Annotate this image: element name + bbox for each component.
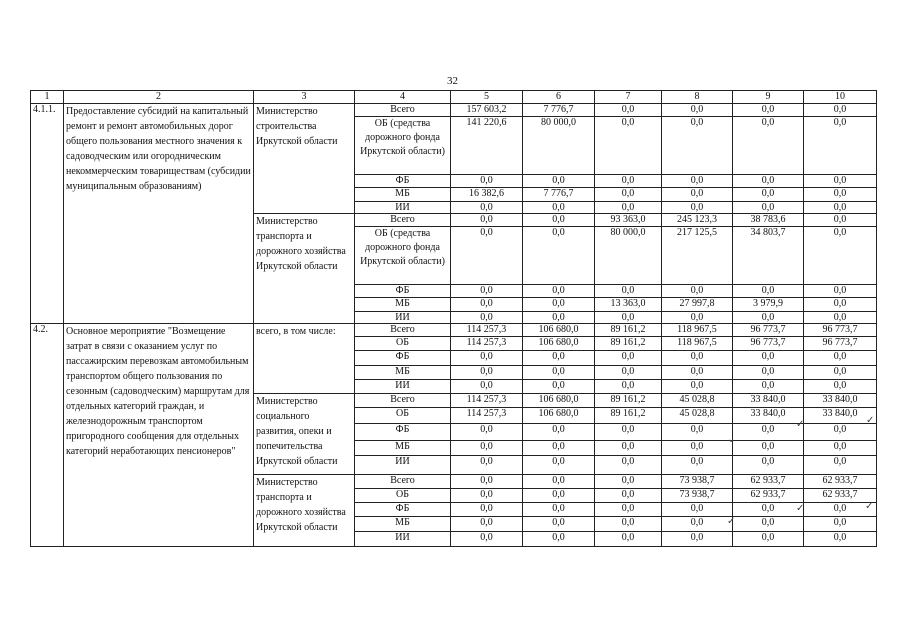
value-cell: 33 840,0 <box>733 394 804 408</box>
check-mark-icon: ✓ <box>727 516 736 527</box>
value-cell: 3 979,9 <box>733 297 804 311</box>
value-cell: 114 257,3 <box>451 394 523 408</box>
value-cell: 0,0 <box>451 311 523 324</box>
value-cell: 0,0 <box>662 366 733 380</box>
value-cell: 0,0 <box>523 441 595 456</box>
header-row <box>31 91 877 104</box>
value-cell: 0,0 <box>523 517 595 532</box>
value-cell: 27 997,8 <box>662 297 733 311</box>
check-mark-icon: ✓ <box>865 501 874 512</box>
value-cell: 0,0 <box>451 227 523 285</box>
column-header: 6 <box>523 91 595 104</box>
value-cell: 89 161,2 <box>595 394 662 408</box>
value-cell: 0,0 <box>733 201 804 214</box>
value-cell: 114 257,3 <box>451 337 523 351</box>
value-cell: 0,0 <box>451 297 523 311</box>
column-header: 1 <box>31 91 64 104</box>
value-cell: 7 776,7 <box>523 187 595 201</box>
value-cell: 0,0 <box>733 441 804 456</box>
table-row <box>31 103 877 116</box>
value-cell: 96 773,7 <box>804 324 877 337</box>
value-cell: 0,0 <box>523 214 595 227</box>
value-cell: 0,0 <box>595 187 662 201</box>
budget-table <box>30 90 877 547</box>
activity-name: Основное мероприятие "Возмещение затрат в связи с оказанием услуг по пассажирским перевозкам автомобильным транспортом общего пользования по сезонным (садоводческим) маршрутам для отдельных категорий граждан, и железнодорожным транспортом пригородного сообщения для отдельных категорий неработающих пенсионеров" <box>64 324 254 547</box>
column-header: 10 <box>804 91 877 104</box>
value-cell: 0,0 <box>804 227 877 285</box>
value-cell: 80 000,0 <box>523 116 595 174</box>
value-cell: 0,0 <box>804 174 877 187</box>
value-cell: 33 840,0 <box>804 394 877 408</box>
funding-source: ИИ <box>355 201 451 214</box>
value-cell: 0,0 <box>662 116 733 174</box>
value-cell: 0,0 <box>451 201 523 214</box>
funding-source: МБ <box>355 297 451 311</box>
funding-source: ИИ <box>355 532 451 547</box>
value-cell: 0,0 <box>804 503 877 517</box>
value-cell: 106 680,0 <box>523 324 595 337</box>
value-cell: 0,0 <box>595 285 662 298</box>
value-cell: 0,0 <box>595 116 662 174</box>
value-cell: 0,0 <box>804 424 877 441</box>
funding-source: ИИ <box>355 311 451 324</box>
value-cell: 0,0 <box>523 456 595 475</box>
value-cell: 0,0 <box>595 532 662 547</box>
funding-source: МБ <box>355 366 451 380</box>
value-cell: 0,0 <box>523 285 595 298</box>
value-cell: 0,0 <box>733 311 804 324</box>
value-cell: 0,0 <box>451 489 523 503</box>
funding-source: Всего <box>355 103 451 116</box>
value-cell: 0,0 <box>595 517 662 532</box>
activity-name: Предоставление субсидий на капитальный ремонт и ремонт автомобильных дорог общего пользования местного значения к садоводческим или огородническим некоммерческим товариществам (субсидии муниципальным образованиям) <box>64 103 254 324</box>
value-cell: 0,0 <box>451 475 523 489</box>
value-cell: 0,0 <box>804 441 877 456</box>
value-cell: 0,0 <box>451 517 523 532</box>
table-row <box>31 324 877 337</box>
funding-source: Всего <box>355 324 451 337</box>
value-cell: 0,0 <box>523 201 595 214</box>
value-cell: 0,0 <box>595 174 662 187</box>
value-cell: 217 125,5 <box>662 227 733 285</box>
value-cell: 0,0 <box>595 456 662 475</box>
column-header: 9 <box>733 91 804 104</box>
funding-source: ОБ (средства дорожного фонда Иркутской области) <box>355 227 451 285</box>
funding-source: ОБ <box>355 489 451 503</box>
value-cell: 0,0 <box>523 227 595 285</box>
value-cell: 73 938,7 <box>662 489 733 503</box>
funding-source: ФБ <box>355 351 451 366</box>
value-cell: 0,0 <box>595 201 662 214</box>
value-cell: 0,0 <box>523 503 595 517</box>
value-cell: 0,0 <box>595 475 662 489</box>
executor-cell: Министерство социального развития, опеки и попечительства Иркутской области <box>254 394 355 475</box>
value-cell: 0,0 <box>662 103 733 116</box>
value-cell: 0,0 <box>804 103 877 116</box>
value-cell: 106 680,0 <box>523 408 595 424</box>
value-cell: 0,0 <box>804 116 877 174</box>
funding-source: МБ <box>355 187 451 201</box>
value-cell: 0,0 <box>595 503 662 517</box>
value-cell: 0,0 <box>595 424 662 441</box>
funding-source: ФБ <box>355 503 451 517</box>
value-cell: 118 967,5 <box>662 324 733 337</box>
value-cell: 0,0 <box>662 174 733 187</box>
value-cell: 0,0 <box>451 532 523 547</box>
value-cell: 38 783,6 <box>733 214 804 227</box>
value-cell: 45 028,8 <box>662 408 733 424</box>
value-cell: 0,0 <box>451 174 523 187</box>
value-cell: 96 773,7 <box>804 337 877 351</box>
value-cell: 62 933,7 <box>804 475 877 489</box>
check-mark-icon: ✓ <box>866 415 875 426</box>
value-cell: 114 257,3 <box>451 408 523 424</box>
value-cell: 0,0 <box>451 456 523 475</box>
value-cell: 0,0 <box>523 366 595 380</box>
value-cell: 0,0 <box>662 532 733 547</box>
value-cell: 0,0 <box>451 441 523 456</box>
value-cell: 0,0 <box>733 116 804 174</box>
value-cell: 0,0 <box>451 366 523 380</box>
column-header: 3 <box>254 91 355 104</box>
value-cell: 118 967,5 <box>662 337 733 351</box>
value-cell: 0,0 <box>523 424 595 441</box>
value-cell: 62 933,7 <box>804 489 877 503</box>
value-cell: 0,0 <box>595 380 662 394</box>
funding-source: ИИ <box>355 380 451 394</box>
value-cell: 0,0 <box>595 311 662 324</box>
value-cell: 141 220,6 <box>451 116 523 174</box>
value-cell: 0,0 <box>523 174 595 187</box>
value-cell: 0,0 <box>595 103 662 116</box>
value-cell: 0,0 <box>733 532 804 547</box>
value-cell: 0,0 <box>804 311 877 324</box>
value-cell: 0,0 <box>662 441 733 456</box>
value-cell: 89 161,2 <box>595 324 662 337</box>
value-cell: 93 363,0 <box>595 214 662 227</box>
funding-source: МБ <box>355 517 451 532</box>
value-cell: 0,0 <box>662 503 733 517</box>
column-header: 2 <box>64 91 254 104</box>
value-cell: 62 933,7 <box>733 489 804 503</box>
funding-source: Всего <box>355 475 451 489</box>
funding-source: ФБ <box>355 174 451 187</box>
value-cell: 0,0 <box>733 424 804 441</box>
column-header: 7 <box>595 91 662 104</box>
funding-source: ИИ <box>355 456 451 475</box>
funding-source: Всего <box>355 394 451 408</box>
value-cell: 0,0 <box>662 517 733 532</box>
value-cell: 96 773,7 <box>733 324 804 337</box>
value-cell: 0,0 <box>804 380 877 394</box>
value-cell: 0,0 <box>523 297 595 311</box>
funding-source: ОБ <box>355 337 451 351</box>
value-cell: 0,0 <box>804 517 877 532</box>
value-cell: 45 028,8 <box>662 394 733 408</box>
value-cell: 0,0 <box>662 424 733 441</box>
value-cell: 245 123,3 <box>662 214 733 227</box>
value-cell: 106 680,0 <box>523 394 595 408</box>
value-cell: 33 840,0 <box>733 408 804 424</box>
value-cell: 13 363,0 <box>595 297 662 311</box>
value-cell: 0,0 <box>733 285 804 298</box>
value-cell: 0,0 <box>523 475 595 489</box>
value-cell: 0,0 <box>662 311 733 324</box>
check-mark-icon: ⌄ <box>727 434 736 445</box>
column-header: 4 <box>355 91 451 104</box>
value-cell: 89 161,2 <box>595 408 662 424</box>
value-cell: 0,0 <box>662 456 733 475</box>
value-cell: 0,0 <box>804 532 877 547</box>
value-cell: 0,0 <box>595 441 662 456</box>
value-cell: 157 603,2 <box>451 103 523 116</box>
executor-cell: всего, в том числе: <box>254 324 355 394</box>
value-cell: 0,0 <box>733 503 804 517</box>
page-number: 32 <box>447 75 458 87</box>
value-cell: 0,0 <box>733 456 804 475</box>
value-cell: 0,0 <box>451 503 523 517</box>
value-cell: 0,0 <box>733 366 804 380</box>
check-mark-icon: ✓ <box>796 503 805 514</box>
value-cell: 96 773,7 <box>733 337 804 351</box>
value-cell: 0,0 <box>804 201 877 214</box>
value-cell: 16 382,6 <box>451 187 523 201</box>
funding-source: МБ <box>355 441 451 456</box>
value-cell: 0,0 <box>451 285 523 298</box>
value-cell: 0,0 <box>733 517 804 532</box>
value-cell: 0,0 <box>595 366 662 380</box>
value-cell: 89 161,2 <box>595 337 662 351</box>
value-cell: 0,0 <box>733 103 804 116</box>
value-cell: 0,0 <box>733 380 804 394</box>
check-mark-icon: ✓ <box>796 419 805 430</box>
value-cell: 0,0 <box>662 380 733 394</box>
value-cell: 0,0 <box>804 366 877 380</box>
row-code: 4.1.1. <box>31 103 64 324</box>
value-cell: 0,0 <box>451 380 523 394</box>
value-cell: 0,0 <box>451 424 523 441</box>
value-cell: 0,0 <box>662 187 733 201</box>
value-cell: 0,0 <box>733 187 804 201</box>
row-code: 4.2. <box>31 324 64 547</box>
value-cell: 7 776,7 <box>523 103 595 116</box>
column-header: 5 <box>451 91 523 104</box>
executor-cell: Министерство строительства Иркутской области <box>254 103 355 214</box>
funding-source: ОБ (средства дорожного фонда Иркутской области) <box>355 116 451 174</box>
value-cell: 0,0 <box>804 285 877 298</box>
value-cell: 0,0 <box>523 311 595 324</box>
executor-cell: Министерство транспорта и дорожного хозяйства Иркутской области <box>254 475 355 547</box>
funding-source: ФБ <box>355 424 451 441</box>
value-cell: 34 803,7 <box>733 227 804 285</box>
value-cell: 0,0 <box>595 351 662 366</box>
value-cell: 0,0 <box>804 187 877 201</box>
value-cell: 0,0 <box>662 201 733 214</box>
value-cell: 0,0 <box>523 489 595 503</box>
value-cell: 33 840,0 <box>804 408 877 424</box>
value-cell: 106 680,0 <box>523 337 595 351</box>
value-cell: 114 257,3 <box>451 324 523 337</box>
column-header: 8 <box>662 91 733 104</box>
value-cell: 0,0 <box>662 351 733 366</box>
value-cell: 0,0 <box>804 297 877 311</box>
value-cell: 0,0 <box>804 456 877 475</box>
value-cell: 73 938,7 <box>662 475 733 489</box>
value-cell: 0,0 <box>733 174 804 187</box>
value-cell: 0,0 <box>662 285 733 298</box>
value-cell: 62 933,7 <box>733 475 804 489</box>
funding-source: ОБ <box>355 408 451 424</box>
funding-source: Всего <box>355 214 451 227</box>
value-cell: 0,0 <box>523 532 595 547</box>
value-cell: 0,0 <box>523 351 595 366</box>
value-cell: 0,0 <box>595 489 662 503</box>
value-cell: 80 000,0 <box>595 227 662 285</box>
value-cell: 0,0 <box>523 380 595 394</box>
value-cell: 0,0 <box>804 351 877 366</box>
value-cell: 0,0 <box>451 351 523 366</box>
value-cell: 0,0 <box>451 214 523 227</box>
executor-cell: Министерство транспорта и дорожного хозяйства Иркутской области <box>254 214 355 324</box>
value-cell: 0,0 <box>804 214 877 227</box>
value-cell: 0,0 <box>733 351 804 366</box>
funding-source: ФБ <box>355 285 451 298</box>
